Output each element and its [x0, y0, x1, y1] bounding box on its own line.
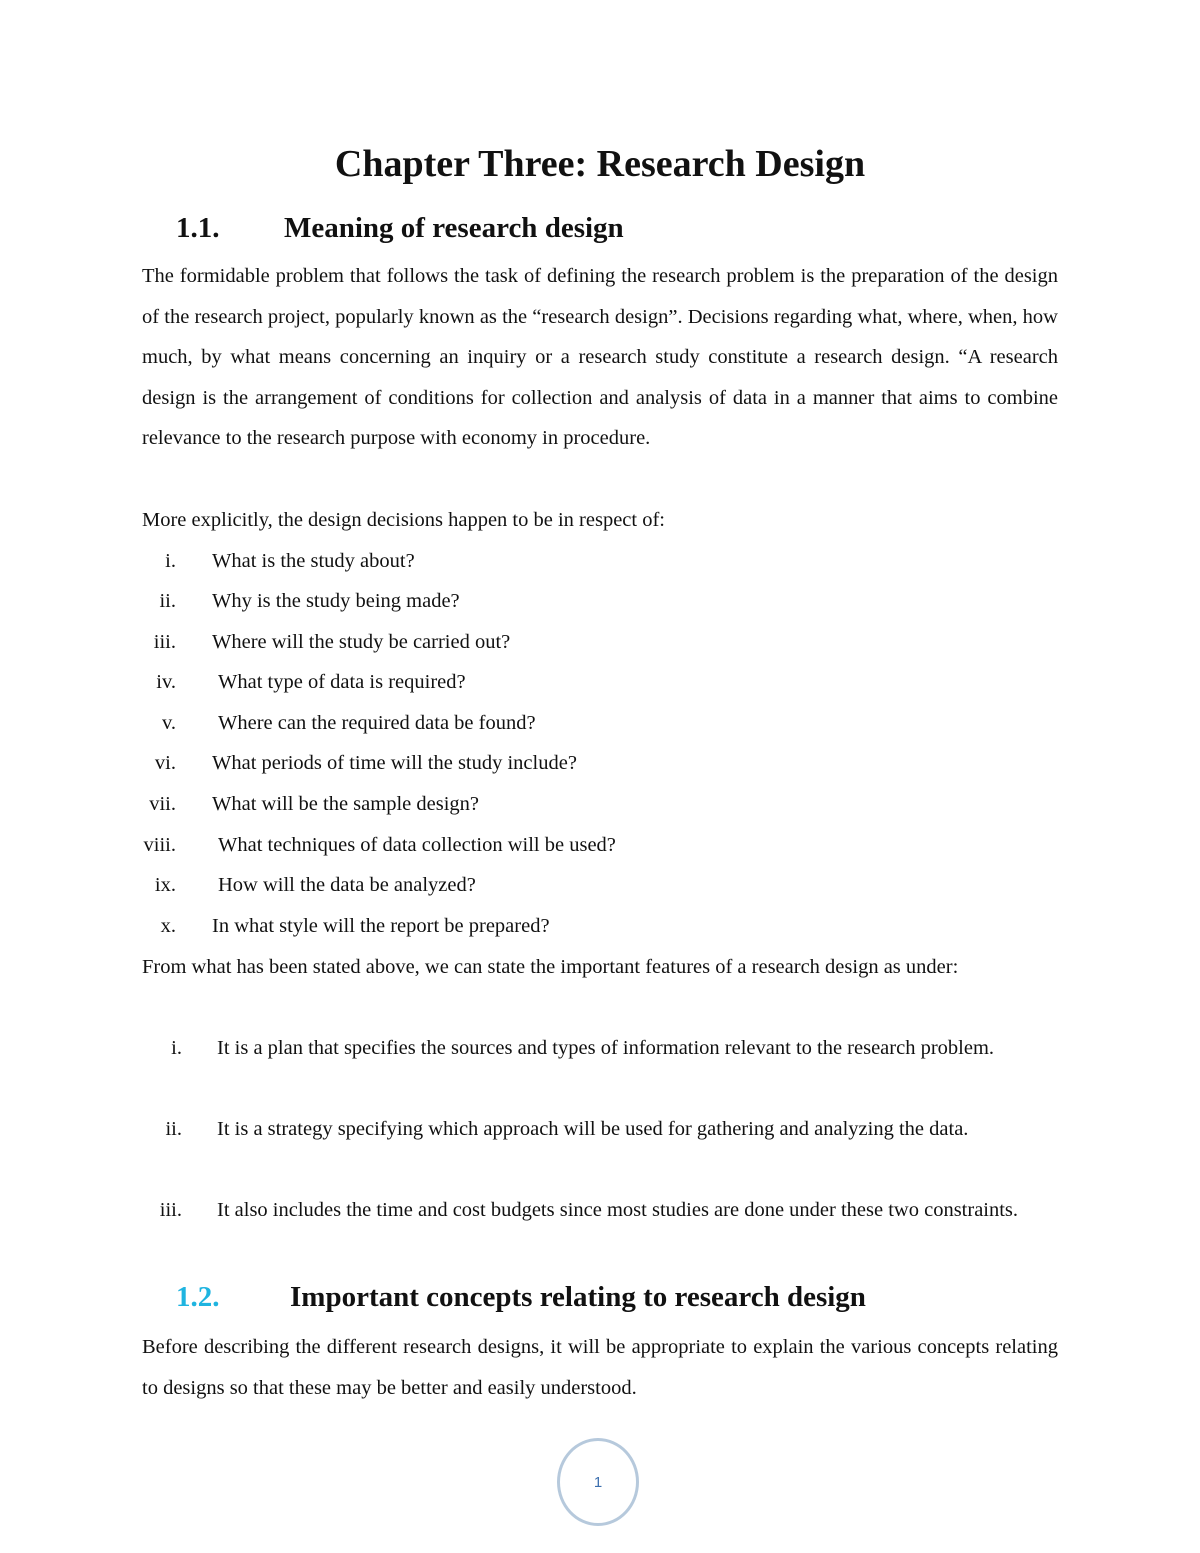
section-number: 1.1.	[176, 212, 220, 244]
page-number-circle	[557, 1438, 639, 1526]
features-intro: From what has been stated above, we can state the important features of a research design as under:	[142, 956, 959, 978]
list-text: Where will the study be carried out?	[212, 631, 511, 653]
feature-marker: iii.	[159, 1199, 182, 1221]
feature-marker: ii.	[165, 1118, 182, 1140]
chapter-title: Chapter Three: Research Design	[334, 143, 866, 185]
closing-paragraph: Before describing the different research designs, it will be appropriate to explain the various concepts relating to designs so that these may be better and easily understood.	[142, 1336, 1058, 1399]
section-title: Important concepts relating to research design	[290, 1281, 866, 1313]
list-marker: ix.	[154, 874, 176, 896]
list-text: What is the study about?	[212, 550, 415, 572]
decisions-intro: More explicitly, the design decisions happen to be in respect of:	[142, 509, 665, 531]
list-text: How will the data be analyzed?	[218, 874, 476, 896]
list-marker: iii.	[153, 631, 176, 653]
section-number: 1.2.	[176, 1281, 220, 1313]
section-heading-1-2	[176, 1279, 866, 1315]
list-text: What type of data is required?	[218, 671, 466, 693]
list-marker: ii.	[159, 590, 176, 612]
list-text: In what style will the report be prepared?	[212, 915, 550, 937]
list-marker: i.	[165, 550, 176, 572]
page-number: 1	[593, 1473, 603, 1491]
feature-marker: i.	[171, 1037, 182, 1059]
feature-text: It is a strategy specifying which approach will be used for gathering and analyzing the data.	[217, 1118, 969, 1140]
list-marker: x.	[160, 915, 176, 937]
list-marker: v.	[161, 712, 176, 734]
list-marker: vi.	[154, 752, 176, 774]
feature-text: It also includes the time and cost budgets since most studies are done under these two constraints.	[217, 1199, 1019, 1221]
list-text: What will be the sample design?	[212, 793, 479, 815]
section-heading-1-1	[176, 210, 624, 246]
section-title: Meaning of research design	[284, 212, 624, 244]
list-text: Why is the study being made?	[212, 590, 460, 612]
feature-text: It is a plan that specifies the sources and types of information relevant to the research problem.	[217, 1037, 995, 1059]
intro-paragraph: The formidable problem that follows the task of defining the research problem is the preparation of the design of the research project, popularly known as the “research design”. Decisions regarding what, where, when, how much, by what means concerning an inquiry or a research study constitute a research design. “A research design is the arrangement of conditions for collection and analysis of data in a manner that aims to combine relevance to the research purpose with economy in procedure.	[142, 265, 1058, 450]
list-text: What periods of time will the study include?	[212, 752, 577, 774]
list-marker: viii.	[143, 834, 176, 856]
list-text: What techniques of data collection will be used?	[218, 834, 616, 856]
list-marker: iv.	[156, 671, 176, 693]
list-text: Where can the required data be found?	[218, 712, 536, 734]
list-marker: vii.	[149, 793, 176, 815]
